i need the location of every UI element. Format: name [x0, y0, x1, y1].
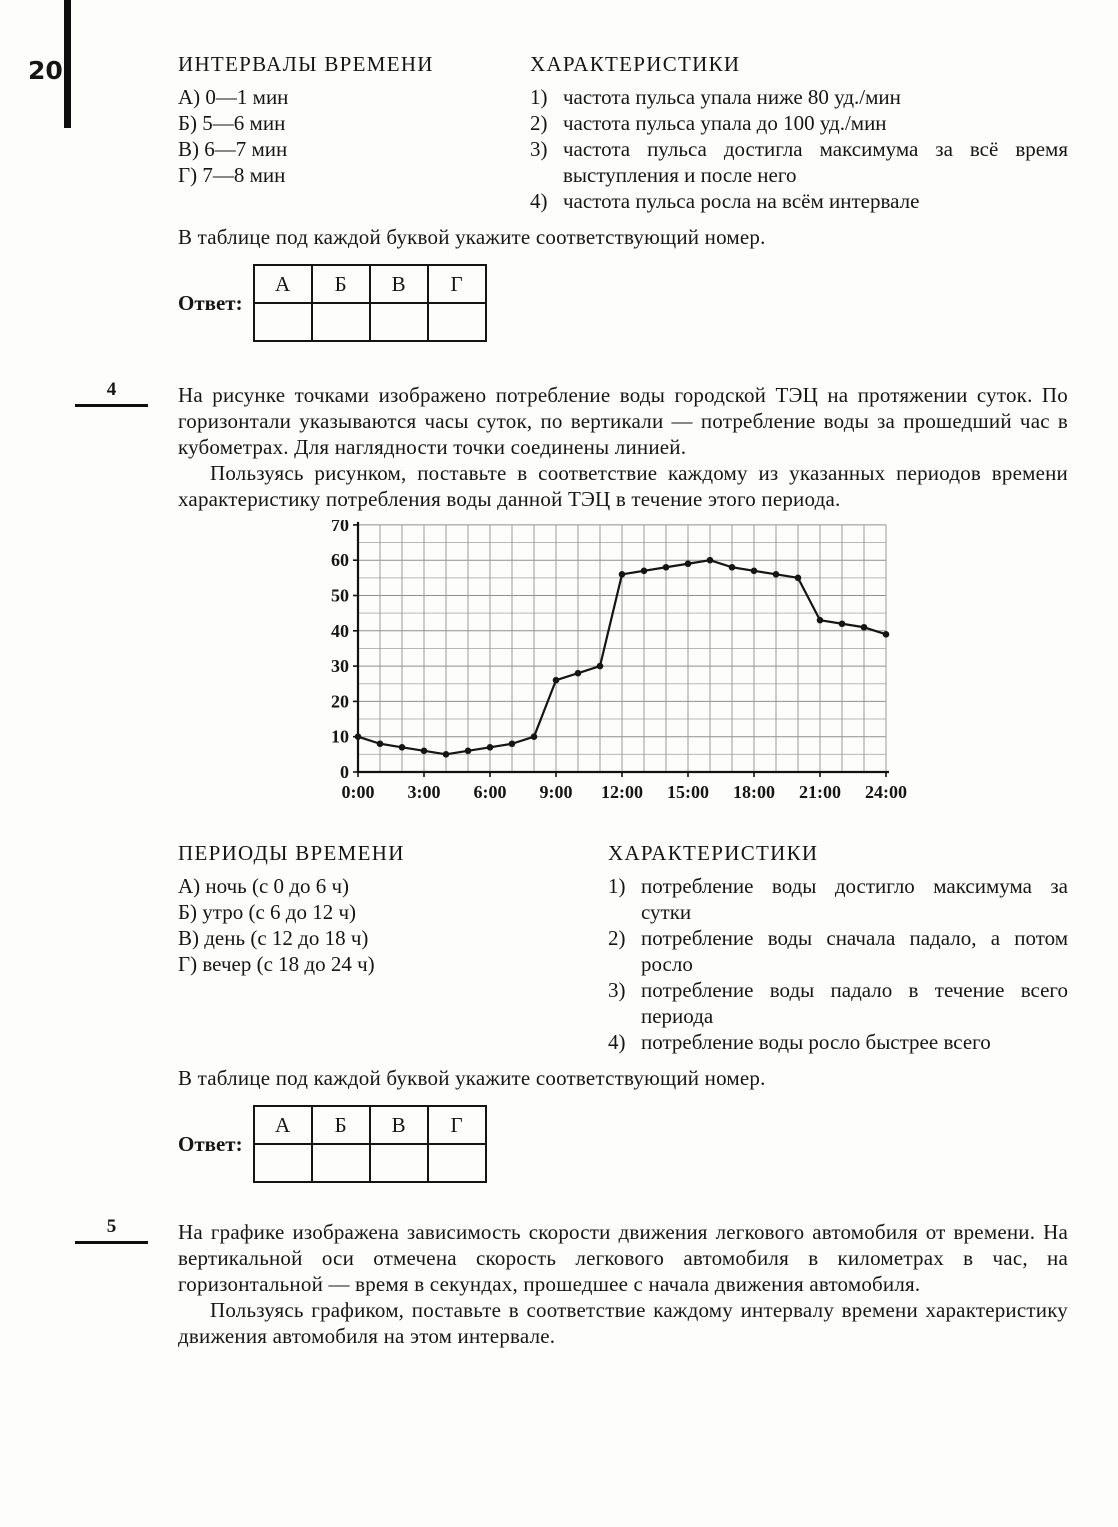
margin-bar — [64, 0, 71, 128]
table-instruction: В таблице под каждой буквой укажите соответствующий номер. — [178, 1066, 766, 1090]
characteristics-list — [608, 873, 1068, 1055]
task4-paragraph-1: На рисунке точками изображено потребление воды городской ТЭЦ на протяжении суток. По горизонтали указываются часы суток, по вертикали — потребление воды за прошедший час в кубометрах. Для наглядности точки соединены линией. — [178, 383, 1068, 459]
answer-cell — [312, 303, 370, 341]
answer-cell — [428, 1144, 486, 1182]
list-item — [530, 136, 1068, 188]
svg-text:30: 30 — [331, 656, 349, 677]
answer-header: В — [370, 1106, 428, 1144]
svg-text:6:00: 6:00 — [473, 782, 507, 802]
two-column-block — [178, 841, 1068, 1055]
list-item — [530, 188, 1068, 214]
answer-label: Ответ: — [178, 290, 243, 315]
periods-column — [178, 841, 608, 1055]
list-item — [530, 110, 1068, 136]
item-text: потребление воды падало в течение всего периода — [641, 978, 1068, 1028]
list-item — [608, 873, 1068, 925]
water-consumption-chart — [312, 520, 918, 806]
item-number: 1) — [530, 85, 548, 109]
list-item: А) 0—1 мин — [178, 85, 289, 109]
answer-cell — [254, 1144, 312, 1182]
answer-header: Б — [312, 265, 370, 303]
item-number: 2) — [608, 926, 626, 950]
svg-text:9:00: 9:00 — [539, 782, 573, 802]
answer-header: А — [254, 1106, 312, 1144]
svg-text:60: 60 — [331, 550, 349, 571]
task5-section — [106, 1216, 1068, 1349]
task-number: 5 — [75, 1216, 148, 1244]
answer-cell — [312, 1144, 370, 1182]
answer-cell — [370, 1144, 428, 1182]
characteristics-title: ХАРАКТЕРИСТИКИ — [608, 841, 819, 865]
list-item: В) день (с 12 до 18 ч) — [178, 926, 369, 950]
item-text: частота пульса упала ниже 80 уд./мин — [563, 85, 901, 109]
periods-title: ПЕРИОДЫ ВРЕМЕНИ — [178, 841, 405, 865]
list-item: Б) 5—6 мин — [178, 111, 286, 135]
item-text: потребление воды достигло максимума за сутки — [641, 874, 1068, 924]
task5-paragraph-2: Пользуясь графиком, поставьте в соответствие каждому интервалу времени характеристику движения автомобиля на этом интервале. — [178, 1298, 1068, 1348]
svg-text:24:00: 24:00 — [865, 782, 907, 802]
item-number: 4) — [608, 1030, 626, 1054]
task3-matching-section — [178, 52, 1068, 342]
answer-header: Г — [428, 265, 486, 303]
periods-list — [178, 873, 608, 977]
characteristics-column — [608, 841, 1068, 1055]
task4-section — [106, 379, 1068, 1183]
task5-paragraph-1: На графике изображена зависимость скорости движения легкового автомобиля от времени. На вертикальной оси отмечена скорость легкового автомобиля в километрах в час, на горизонтальной — время в секундах, прошедшее с начала движения автомобиля. — [178, 1220, 1068, 1296]
item-number: 4) — [530, 189, 548, 213]
intervals-title: ИНТЕРВАЛЫ ВРЕМЕНИ — [178, 52, 434, 76]
answer-cell — [254, 303, 312, 341]
item-text: частота пульса упала до 100 уд./мин — [563, 111, 887, 135]
list-item — [608, 977, 1068, 1029]
svg-text:18:00: 18:00 — [733, 782, 775, 802]
svg-text:20: 20 — [331, 691, 349, 712]
item-text: потребление воды сначала падало, а потом росло — [641, 926, 1068, 976]
intervals-column — [178, 52, 530, 214]
list-item — [530, 84, 1068, 110]
characteristics-column — [530, 52, 1068, 214]
answer-table — [253, 264, 487, 342]
answer-cell — [370, 303, 428, 341]
list-item: Г) 7—8 мин — [178, 163, 286, 187]
item-text: частота пульса достигла максимума за всё время выступления и после него — [563, 137, 1068, 187]
list-item — [608, 1029, 1068, 1055]
svg-text:40: 40 — [331, 620, 349, 641]
answer-table — [253, 1105, 487, 1183]
task-number: 4 — [75, 379, 148, 407]
list-item: А) ночь (с 0 до 6 ч) — [178, 874, 350, 898]
svg-text:21:00: 21:00 — [799, 782, 841, 802]
svg-text:70: 70 — [331, 520, 349, 535]
answer-value-row — [254, 1144, 486, 1182]
list-item — [608, 925, 1068, 977]
item-text: частота пульса росла на всём интервале — [563, 189, 920, 213]
table-instruction: В таблице под каждой буквой укажите соответствующий номер. — [178, 225, 766, 249]
page-number: 20 — [28, 56, 63, 85]
svg-text:3:00: 3:00 — [407, 782, 441, 802]
item-number: 2) — [530, 111, 548, 135]
item-number: 3) — [530, 137, 548, 161]
answer-header: А — [254, 265, 312, 303]
svg-text:0:00: 0:00 — [341, 782, 375, 802]
characteristics-title: ХАРАКТЕРИСТИКИ — [530, 52, 741, 76]
answer-header: Б — [312, 1106, 370, 1144]
two-column-block — [178, 52, 1068, 214]
answer-header-row — [254, 1106, 486, 1144]
svg-text:50: 50 — [331, 585, 349, 606]
answer-value-row — [254, 303, 486, 341]
svg-text:10: 10 — [331, 726, 349, 747]
list-item: Г) вечер (с 18 до 24 ч) — [178, 952, 375, 976]
chart-container — [312, 520, 1068, 811]
item-number: 1) — [608, 874, 626, 898]
list-item: В) 6—7 мин — [178, 137, 288, 161]
answer-cell — [428, 303, 486, 341]
characteristics-list — [530, 84, 1068, 214]
svg-text:15:00: 15:00 — [667, 782, 709, 802]
answer-block — [178, 1105, 1068, 1183]
answer-block — [178, 264, 1068, 342]
answer-header: В — [370, 265, 428, 303]
svg-text:0: 0 — [340, 762, 349, 782]
task4-paragraph-2: Пользуясь рисунком, поставьте в соответствие каждому из указанных периодов времени характеристику потребления воды данной ТЭЦ в течение этого периода. — [178, 461, 1068, 511]
list-item: Б) утро (с 6 до 12 ч) — [178, 900, 357, 924]
answer-header-row — [254, 265, 486, 303]
answer-label: Ответ: — [178, 1131, 243, 1156]
page-content — [106, 52, 1068, 1349]
item-text: потребление воды росло быстрее всего — [641, 1030, 991, 1054]
answer-header: Г — [428, 1106, 486, 1144]
item-number: 3) — [608, 978, 626, 1002]
svg-text:12:00: 12:00 — [601, 782, 643, 802]
intervals-list — [178, 84, 530, 188]
